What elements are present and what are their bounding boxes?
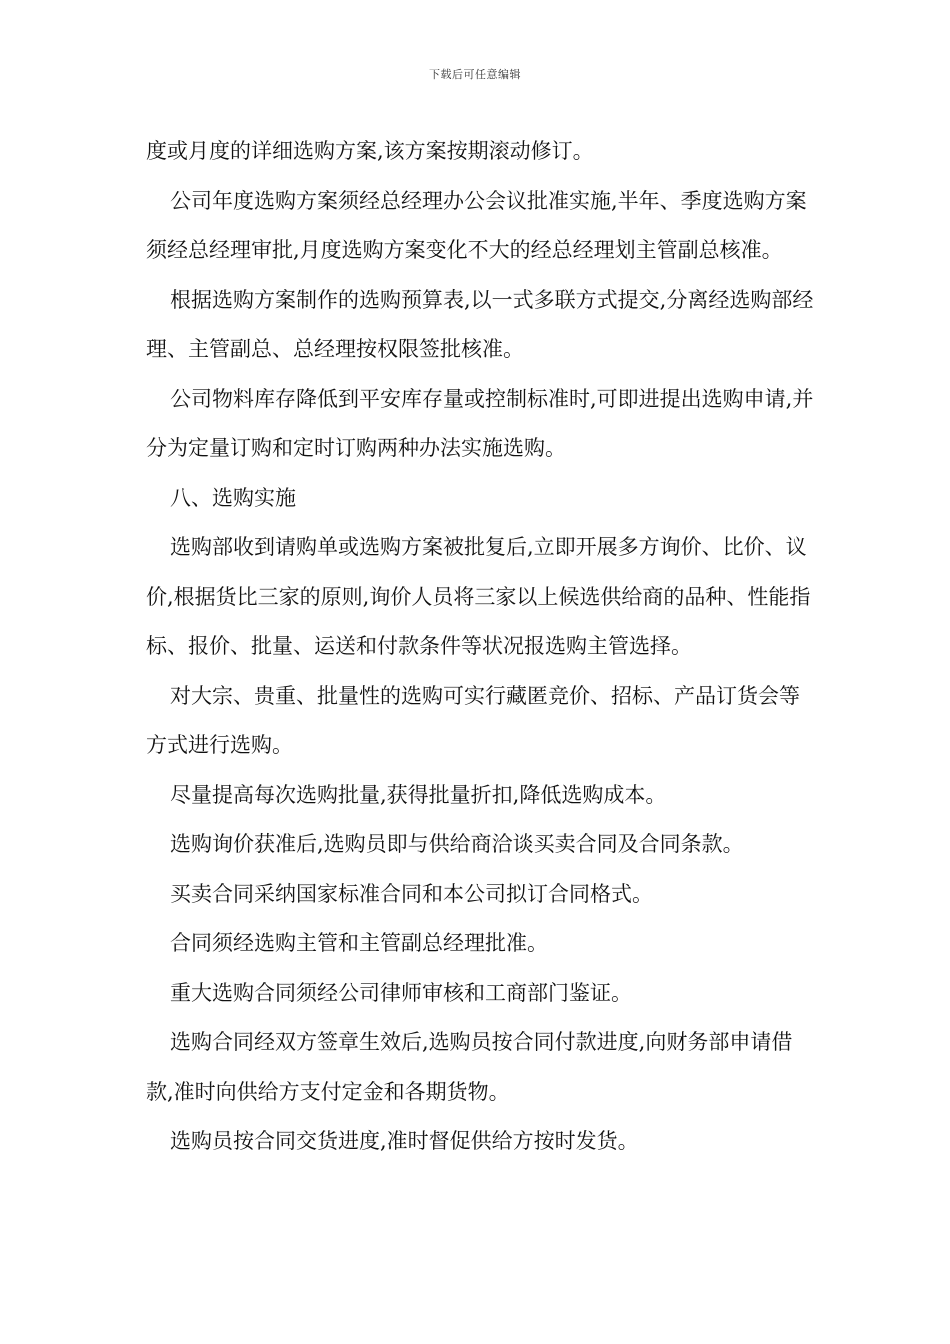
page-header: 下载后可任意编辑 xyxy=(429,68,521,81)
paragraph: 选购询价获准后,选购员即与供给商洽谈买卖合同及合同条款。 xyxy=(170,832,744,856)
paragraph: 公司物料库存降低到平安库存量或控制标准时,可即进提出选购申请,并分为定量订购和定时订购两种办法实施选购。 xyxy=(146,386,814,460)
paragraph: 买卖合同采纳国家标准合同和本公司拟订合同格式。 xyxy=(170,881,653,906)
paragraph: 根据选购方案制作的选购预算表,以一式多联方式提交,分离经选购部经理、主管副总、总经理按权限签批核准。 xyxy=(146,287,814,361)
paragraph: 重大选购合同须经公司律师审核和工商部门鉴证。 xyxy=(170,980,632,1005)
paragraph: 选购员按合同交货进度,准时督促供给方按时发货。 xyxy=(170,1129,639,1153)
paragraph: 选购合同经双方签章生效后,选购员按合同付款进度,向财务部申请借款,准时向供给方支付定金和各期货物。 xyxy=(146,1030,793,1104)
paragraph: 公司年度选购方案须经总经理办公会议批准实施,半年、季度选购方案须经总经理审批,月度选购方案变化不大的经总经理划主管副总核准。 xyxy=(146,188,807,262)
paragraph: 合同须经选购主管和主管副总经理批准。 xyxy=(170,931,548,955)
paragraph: 对大宗、贵重、批量性的选购可实行藏匿竞价、招标、产品订货会等方式进行选购。 xyxy=(146,683,800,757)
paragraph: 度或月度的详细选购方案,该方案按期滚动修订。 xyxy=(146,139,594,163)
paragraph: 选购部收到请购单或选购方案被批复后,立即开展多方询价、比价、议价,根据货比三家的原则,询价人员将三家以上候选供给商的品种、性能指标、报价、批量、运送和付款条件等状况报选购主管选择。 xyxy=(146,535,811,658)
document-body xyxy=(146,127,816,1167)
section-heading: 八、选购实施 xyxy=(170,485,296,510)
paragraph: 尽量提高每次选购批量,获得批量折扣,降低选购成本。 xyxy=(170,782,667,807)
